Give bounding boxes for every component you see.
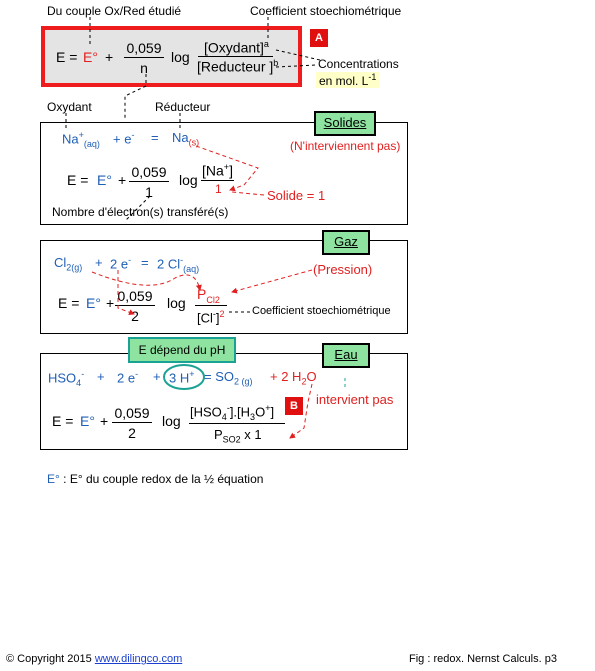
b1-plus: + — [118, 172, 127, 188]
b3-so2-sub: 2 (g) — [234, 376, 253, 387]
b1-e0: E° — [97, 172, 112, 188]
b3-two-e: 2 e — [117, 370, 136, 386]
note-solides: (N'interviennent pas) — [290, 139, 401, 153]
b2-pression: (Pression) — [313, 262, 373, 277]
b3-h-sup: + — [189, 369, 195, 379]
eq-num: 0,059 — [124, 40, 164, 58]
b3-fn-sup: - — [226, 403, 230, 413]
b3-plus2: + — [100, 413, 109, 429]
b1-plus-e: + e — [113, 131, 132, 147]
arrow-electrons — [118, 270, 134, 314]
b3-eq-so2: = SO — [204, 369, 234, 384]
leader-nb-electrons — [126, 196, 150, 220]
eq-e: E = — [56, 49, 78, 65]
b3-fn-mid: ].[H — [229, 404, 251, 420]
leader-conc-red — [276, 65, 316, 67]
b3-fn-mid2: O — [255, 404, 266, 420]
eq-den: n — [140, 60, 148, 76]
conc-unit: en mol. L — [319, 74, 369, 88]
badge-a: A — [310, 29, 328, 47]
b1-na-sup: + — [78, 130, 84, 140]
arrow-cl2 — [92, 272, 200, 290]
b3-fn-sub2: 3 — [250, 411, 256, 422]
eq-red-text: [Reducteur ] — [197, 58, 274, 75]
b2-cl-den-sup: - — [212, 309, 216, 319]
b3-fn-end: ] — [270, 404, 275, 420]
b2-cl2-text: Cl — [54, 255, 67, 270]
b2-two-e: 2 e — [110, 256, 129, 272]
label-coeff-top: Coefficient stoechiométrique — [250, 4, 402, 18]
b1-na2: Na — [172, 130, 189, 145]
b2-e: E = — [58, 295, 80, 311]
b2-cl-den: [Cl — [197, 310, 213, 326]
eq-red-exp: b — [273, 58, 279, 68]
ph-ellipse — [164, 365, 204, 389]
b3-hso4-sup: - — [81, 369, 85, 379]
b3-fd-end: x 1 — [240, 427, 262, 442]
tag-eau: Eau — [322, 343, 370, 368]
b1-conc-end: ] — [229, 162, 233, 179]
b1-e-sup: - — [131, 130, 135, 140]
b1-e: E = — [67, 172, 89, 188]
b2-cl2-sub: 2(g) — [66, 262, 83, 273]
b1-na: Na — [62, 131, 79, 147]
b3-hso4-text: HSO — [48, 370, 77, 386]
b1-na-sub: (aq) — [83, 138, 100, 149]
tag-solides: Solides — [314, 111, 376, 136]
b1-conc-den: 1 — [215, 182, 222, 196]
label-reducteur: Réducteur — [155, 100, 211, 114]
b3-fd-p: P — [214, 427, 223, 442]
b3-plus: + — [97, 369, 105, 384]
b2-cl-sup: - — [180, 255, 184, 265]
label-oxydant: Oxydant — [47, 100, 92, 114]
b3-fd-sub: SO2 — [222, 434, 241, 445]
b1-nb-electrons: Nombre d'électron(s) transféré(s) — [52, 205, 229, 219]
arrow-solid — [196, 146, 258, 190]
b3-fn-sup2: + — [265, 403, 271, 413]
b2-e-sup: - — [128, 255, 132, 265]
tag-gaz: Gaz — [322, 230, 370, 255]
leader-n — [125, 74, 146, 120]
b2-two-cl: 2 Cl — [157, 256, 181, 272]
eq-ox-text: [Oxydant] — [204, 39, 264, 56]
b1-equal: = — [151, 130, 159, 145]
copyright-text: © Copyright 2015 — [6, 653, 95, 665]
label-couple: Du couple Ox/Red étudié — [47, 4, 182, 18]
b1-na2-sub: (s) — [188, 137, 200, 148]
footer-link[interactable]: www.dilingco.com — [94, 653, 183, 665]
b3-plus-h2o: + 2 H — [270, 369, 302, 384]
b3-h2o-sub: 2 — [301, 376, 307, 387]
b1-log: log — [179, 172, 198, 188]
label-concentrations-1: Concentrations — [318, 57, 399, 71]
b3-fn-1: [HSO — [190, 404, 222, 420]
b2-den: 2 — [131, 308, 139, 324]
eq-log: log — [171, 49, 190, 65]
b2-cl-den-exp: 2 — [219, 309, 225, 319]
badge-b: B — [285, 397, 303, 415]
b3-num: 0,059 — [112, 405, 152, 423]
b3-three-h: 3 H — [169, 370, 190, 386]
b2-eq: = — [141, 255, 149, 270]
b3-den: 2 — [128, 425, 136, 441]
arrow-pression — [232, 270, 312, 292]
conc-unit-exp: -1 — [368, 72, 377, 82]
ph-dependency-box: E dépend du pH — [128, 337, 236, 363]
footnote-text: : E° du couple redox de la ½ équation — [59, 472, 264, 486]
b3-e-sup: - — [135, 369, 139, 379]
eq-ox-exp: a — [263, 39, 269, 49]
leader-conc-ox — [276, 50, 320, 60]
b2-e0: E° — [86, 295, 101, 311]
b1-conc-sup: + — [223, 162, 230, 172]
b2-cl-sub: (aq) — [183, 263, 200, 274]
b3-hso4-sub: 4 — [76, 377, 82, 388]
eq-plus: + — [105, 49, 114, 65]
footnote-e0: E° — [47, 472, 60, 486]
b2-log: log — [167, 295, 186, 311]
b1-conc-text: [Na — [202, 162, 224, 179]
b1-num: 0,059 — [129, 164, 169, 182]
b2-p-sub: Cl2 — [206, 294, 220, 305]
b1-solide: Solide = 1 — [267, 188, 326, 203]
arrow-water — [290, 384, 312, 438]
eq-e0: E° — [83, 49, 98, 65]
b2-num: 0,059 — [115, 288, 155, 306]
b3-e: E = — [52, 413, 74, 429]
b3-e0: E° — [80, 413, 95, 429]
b3-log: log — [162, 413, 181, 429]
b2-coeff: Coefficient stoechiométrique — [252, 305, 391, 317]
b2-plus: + — [95, 255, 103, 270]
b3-h2o-end: O — [306, 369, 317, 384]
b2-p: P — [197, 286, 207, 302]
b1-den: 1 — [145, 184, 153, 200]
b3-plus-h: + — [153, 369, 161, 384]
b2-plus2: + — [106, 295, 115, 311]
b3-fn-sub: 4 — [221, 411, 227, 422]
b3-intervient: intervient pas — [316, 392, 394, 407]
arrow-solide-label — [232, 192, 264, 195]
footer-fig: Fig : redox. Nernst Calculs. p3 — [409, 653, 557, 665]
b2-cl-den-end: ] — [215, 310, 220, 326]
